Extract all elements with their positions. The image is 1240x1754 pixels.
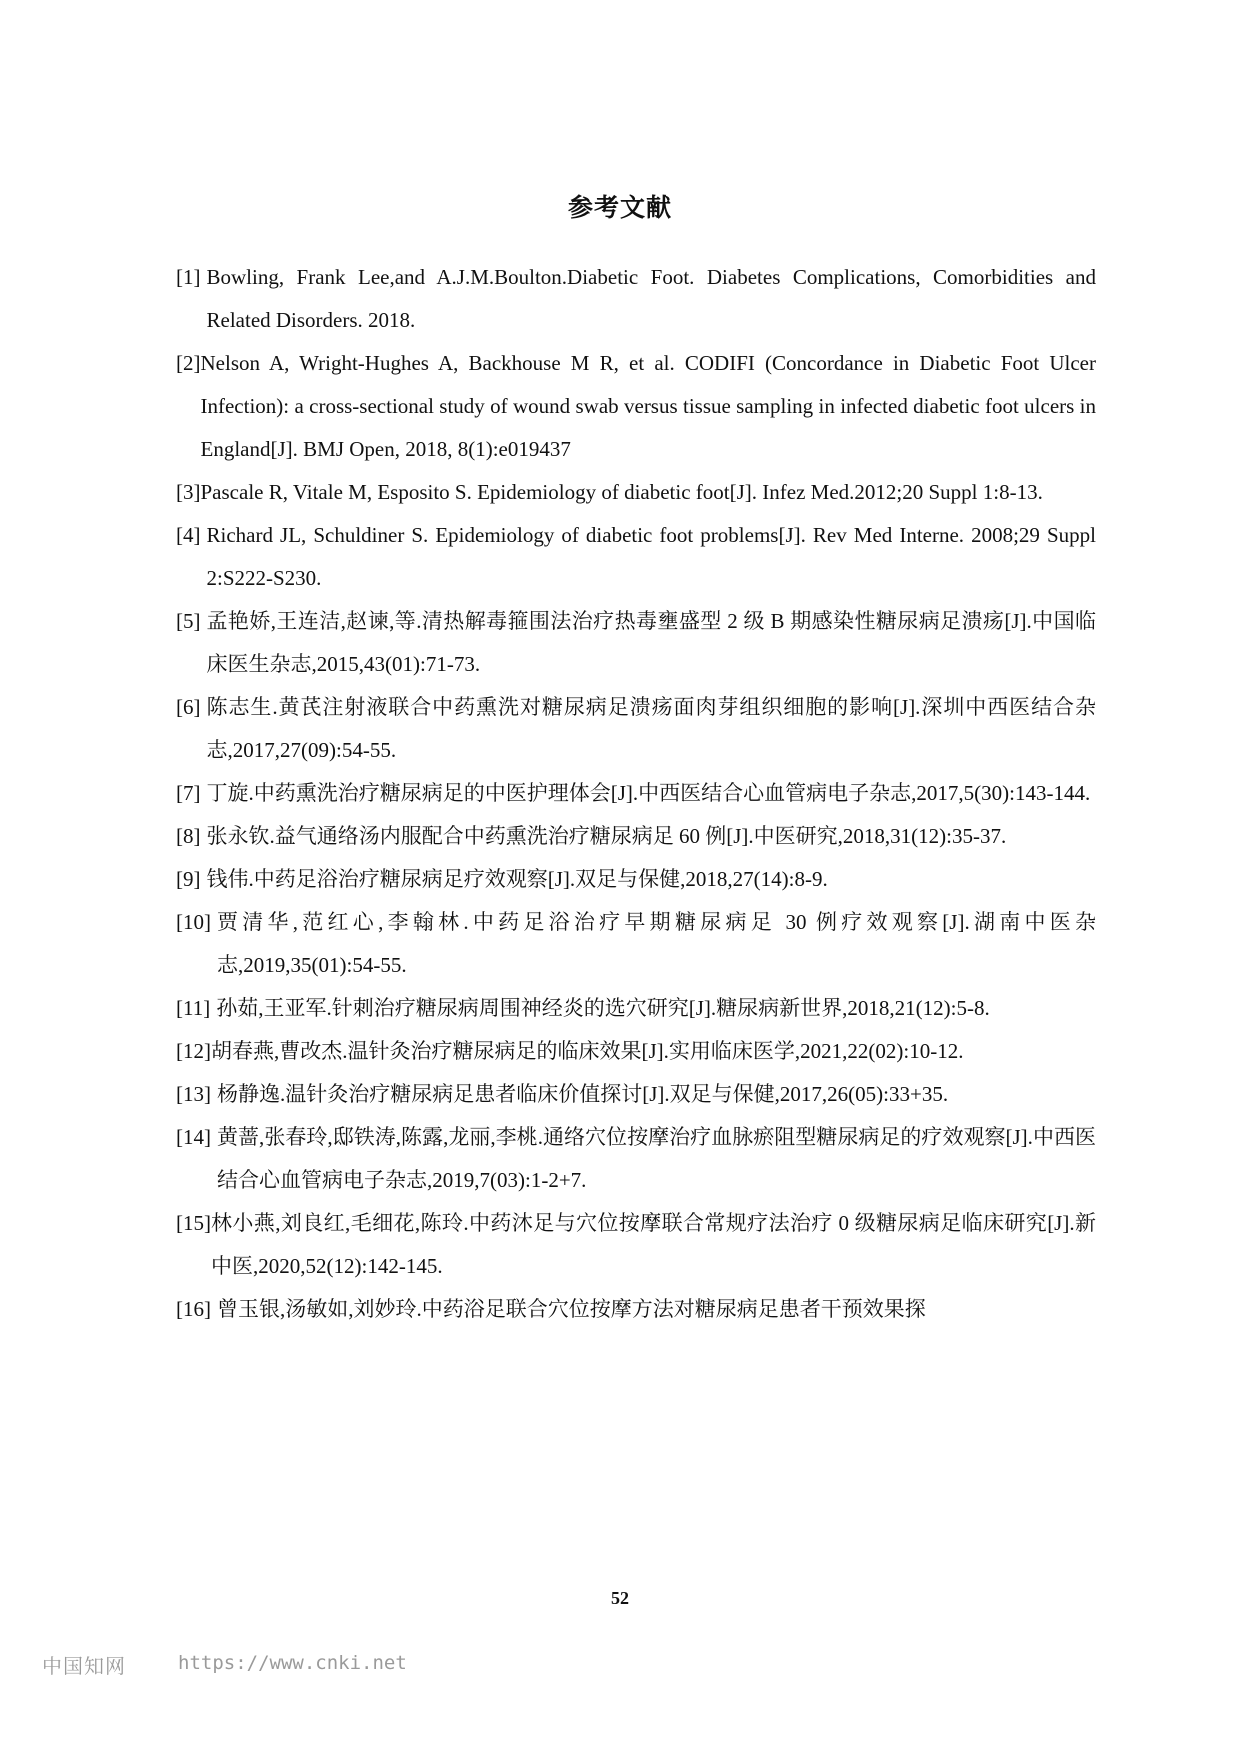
reference-number: [3]	[176, 480, 201, 504]
reference-text: 丁旋.中药熏洗治疗糖尿病足的中医护理体会[J].中西医结合心血管病电子杂志,2017,5(30):143-144.	[206, 781, 1091, 805]
reference-text: 孟艳娇,王连洁,赵谏,等.清热解毒箍围法治疗热毒壅盛型 2 级 B 期感染性糖尿病足溃疡[J].中国临床医生杂志,2015,43(01):71-73.	[206, 609, 1096, 676]
reference-text: Richard JL, Schuldiner S. Epidemiology of diabetic foot problems[J]. Rev Med Interne. 2008;29 Suppl 2:S222-S230.	[206, 523, 1096, 590]
reference-number: [13]	[176, 1082, 211, 1106]
reference-item	[176, 987, 1096, 1030]
reference-number: [12]	[176, 1039, 211, 1063]
reference-text: 林小燕,刘良红,毛细花,陈玲.中药沐足与穴位按摩联合常规疗法治疗 0 级糖尿病足临床研究[J].新中医,2020,52(12):142-145.	[211, 1211, 1096, 1278]
reference-item	[176, 256, 1096, 342]
reference-number: [15]	[176, 1211, 211, 1235]
reference-text: 张永钦.益气通络汤内服配合中药熏洗治疗糖尿病足 60 例[J].中医研究,2018,31(12):35-37.	[206, 824, 1007, 848]
reference-item	[176, 772, 1096, 815]
reference-number: [6]	[176, 695, 201, 719]
reference-number: [11]	[176, 996, 211, 1020]
reference-item	[176, 686, 1096, 772]
reference-number: [4]	[176, 523, 201, 547]
reference-number: [14]	[176, 1125, 211, 1149]
reference-item	[176, 815, 1096, 858]
reference-text: 钱伟.中药足浴治疗糖尿病足疗效观察[J].双足与保健,2018,27(14):8-9.	[206, 867, 828, 891]
page-number: 52	[611, 1588, 629, 1608]
reference-item	[176, 514, 1096, 600]
reference-text: 曾玉银,汤敏如,刘妙玲.中药浴足联合穴位按摩方法对糖尿病足患者干预效果探	[217, 1297, 926, 1321]
cnki-logo: 中国知网	[42, 1654, 126, 1678]
reference-text: 杨静逸.温针灸治疗糖尿病足患者临床价值探讨[J].双足与保健,2017,26(05):33+35.	[217, 1082, 949, 1106]
reference-text: Nelson A, Wright-Hughes A, Backhouse M R, et al. CODIFI (Concordance in Diabetic Foot Ulcer Infection): a cross-sectional study of wound swab versus tissue sampling in infected diabetic foot ulcers in England[J]. BMJ Open, 2018, 8(1):e019437	[200, 351, 1096, 461]
reference-number: [16]	[176, 1297, 211, 1321]
reference-item	[176, 1073, 1096, 1116]
reference-number: [5]	[176, 609, 201, 633]
reference-text: 孙茹,王亚军.针刺治疗糖尿病周围神经炎的选穴研究[J].糖尿病新世界,2018,21(12):5-8.	[216, 996, 990, 1020]
reference-text: 贾清华,范红心,李翰林.中药足浴治疗早期糖尿病足 30 例疗效观察[J].湖南中医杂志,2019,35(01):54-55.	[217, 910, 1096, 977]
reference-text: 胡春燕,曹改杰.温针灸治疗糖尿病足的临床效果[J].实用临床医学,2021,22(02):10-12.	[211, 1039, 964, 1063]
reference-item	[176, 1116, 1096, 1202]
footer-url: https://www.cnki.net	[178, 1652, 407, 1674]
reference-number: [7]	[176, 781, 201, 805]
reference-number: [8]	[176, 824, 201, 848]
reference-item	[176, 1288, 1096, 1331]
reference-item	[176, 600, 1096, 686]
reference-item	[176, 342, 1096, 471]
reference-item	[176, 858, 1096, 901]
reference-item	[176, 471, 1096, 514]
reference-list	[176, 256, 1096, 1331]
reference-text: Pascale R, Vitale M, Esposito S. Epidemiology of diabetic foot[J]. Infez Med.2012;20 Suppl 1:8-13.	[200, 480, 1043, 504]
page-title: 参考文献	[567, 193, 672, 222]
reference-number: [2]	[176, 351, 201, 375]
reference-number: [1]	[176, 265, 201, 289]
reference-item	[176, 1202, 1096, 1288]
reference-text: 陈志生.黄芪注射液联合中药熏洗对糖尿病足溃疡面肉芽组织细胞的影响[J].深圳中西医结合杂志,2017,27(09):54-55.	[206, 695, 1096, 762]
reference-text: 黄蔷,张春玲,邸铁涛,陈露,龙丽,李桃.通络穴位按摩治疗血脉瘀阻型糖尿病足的疗效观察[J].中西医结合心血管病电子杂志,2019,7(03):1-2+7.	[217, 1125, 1096, 1192]
reference-text: Bowling, Frank Lee,and A.J.M.Boulton.Diabetic Foot. Diabetes Complications, Comorbidities and Related Disorders. 2018.	[206, 265, 1096, 332]
reference-number: [10]	[176, 910, 211, 934]
reference-number: [9]	[176, 867, 201, 891]
reference-item	[176, 1030, 1096, 1073]
reference-item	[176, 901, 1096, 987]
